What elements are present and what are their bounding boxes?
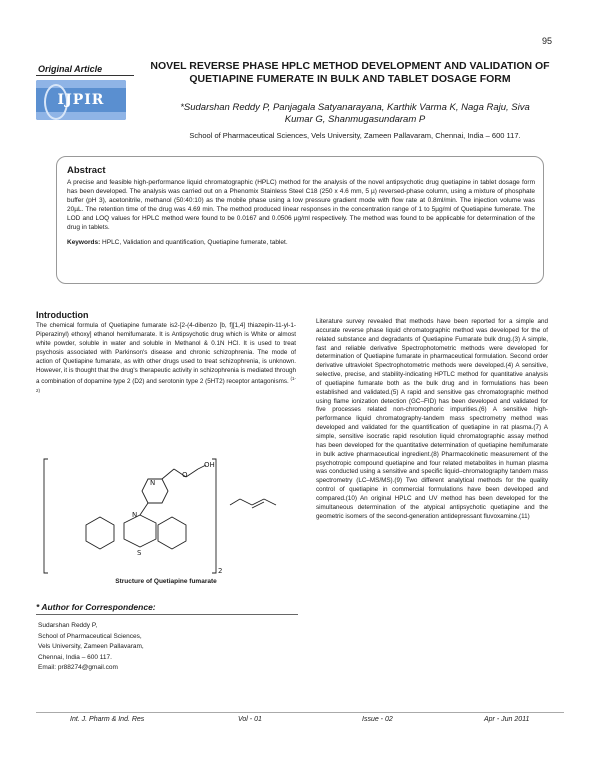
corr-line-2: Vels University, Zameen Pallavaram, — [38, 643, 144, 650]
side-chain-3 — [186, 469, 198, 477]
corr-line-3: Chennai, India – 600 117. — [38, 653, 112, 661]
keywords-list: HPLC, Validation and quantification, Quetiapine fumerate, tablet. — [100, 239, 288, 246]
footer-volume: Vol - 01 — [238, 716, 262, 723]
fumarate-bond-4 — [264, 499, 276, 505]
fumarate-double — [252, 502, 264, 508]
corr-line-0: Sudarshan Reddy P, — [38, 622, 98, 629]
abstract-box — [56, 156, 544, 284]
fumarate-bond-2 — [240, 499, 252, 505]
fumarate-bond-3 — [252, 499, 264, 505]
correspondence-address — [38, 621, 144, 674]
abstract-heading: Abstract — [67, 165, 106, 176]
label-sub2: 2 — [218, 567, 223, 575]
corr-line-1: School of Pharmaceutical Sciences, — [38, 632, 142, 640]
benzene-left — [86, 517, 114, 549]
keywords — [67, 238, 535, 247]
article-type-label: Original Article — [36, 64, 134, 76]
label-s: S — [137, 549, 142, 557]
keywords-label: Keywords: — [67, 239, 101, 246]
fumarate-bond-1 — [230, 499, 240, 505]
label-o: O — [182, 471, 188, 479]
corr-email: Email: pr88274@gmail.com — [38, 664, 118, 671]
intro-heading: Introduction — [36, 310, 89, 320]
structure-caption: Structure of Quetiapine fumarate — [115, 578, 217, 585]
right-column-text: Literature survey revealed that methods have been reported for a simple and accurate reverse phase liquid chromatographic method was developed for the of related substance and degradants of Quetiapine Fumarate bulk drug.(3) A simple, fast and reliable derivative Spectrophotometric methods were developed for determination of Quetiapine fumarate in pharmaceutical formulation. Second order derivative ultraviolet Spectrophotometric methods were developed.(4) A sensitive, selective, precise, and stability-indicating HPTLC method for quantitative analysis of quetiapine fumarate both as the bulk drug and in formulations has been established and validated.(5) A rapid and sensitive gas chromatographic method using flame ionization detection (GC–FID) has been developed and validated for five processes related non-chromophoric impurities.(6) A sensitive high-performance liquid chromatography-tandem mass spectrometry method was developed and validated for the quantification of quetiapine in rat plasma.(7) A simple, sensitive isocratic rapid resolution liquid chromatographic assay method has been developed for the quantitative determination of quetiapine hemifumarate in bulk active pharmaceutical ingredient.(8) Pharmacokinetic measurement of the psychotropic compound quetiapine and four related metabolites in human plasma was conducted using a sensitive and specific liquid–chromatography tandem mass spectrometry (LC–MS/MS).(9) Two different analytical methods for the quality control of quetiapine in commercial formulations have been developed and compared.(10) An original HPLC and UV method has been developed for the simultaneous determination of the atypical antipsychotic quetiapine and the geometric isomers of the second-generation antidepressant fluvoxamine.(11) — [316, 318, 548, 520]
benzene-right — [158, 517, 186, 549]
intro-body: The chemical formula of Quetiapine fumarate is2-[2-(4-dibenzo [b, f][1,4] thiazepin-11-yl-1-Piperazinyl) ethoxy] ethanol hemifumarate. It is Antipsychotic drug which is White or almost white powder, soluble in water and soluble in Methanol & 0.1N HCl. It is used to treat psychosis associated with Parkinson's disease and chronic schizophrenia. The mode of action of Quetiapine fumarate, as with other drugs used to treat schizophrenia, is unknown. However, it is thought that the drug's therapeutic activity in schizophrenia is mediated through a combination of dopamine type 2 (D2) and serotonin type 2 (5HT2) receptor antagonisms. — [36, 322, 296, 386]
label-n-ring: N — [132, 511, 138, 519]
intro-ref: (1-2) — [36, 376, 297, 394]
side-chain-1 — [162, 469, 174, 479]
bracket-right — [212, 459, 216, 573]
bracket-left — [44, 459, 48, 573]
thiazepine-ring — [124, 515, 156, 547]
abstract-text: A precise and feasible high-performance liquid chromatographic (HPLC) method for the analysis of the novel antipsychotic drug quetiapine in tablet dosage form has been developed. The analysis was carried out on a Phenomix Stainless Steel C18 (250 x 4.6 mm, 5 µ) reversed-phase column, using a mixture of phosphate buffer (pH 3), acetonitrile, methanol (50:40:10) as the mobile phase using a low pressure gradient mode with flow rate at 0.8ml/min. The injection volume was 20µL. The retention time of the drug was 4.69 min. The method produced linear responses in the concentration range of 1 to 5µg/ml of Quetiapine fumerate. The LOD and LOQ values for HPLC method were found to be 0.0167 and 0.0506 µg/ml respectively. The method was found to be applicable for determination of the drug in tablets. — [67, 179, 535, 231]
page-number: 95 — [541, 36, 552, 46]
affiliation: School of Pharmaceutical Sciences, Vels University, Zameen Pallavaram, Chennai, India – 600 117. — [189, 131, 521, 140]
footer-divider — [36, 712, 564, 713]
author-list: *Sudarshan Reddy P, Panjagala Satyanarayana, Karthik Varma K, Naga Raju, Siva Kumar G, Shanmugasundaram P — [180, 102, 530, 125]
logo-text: IJPIR — [57, 92, 105, 108]
n-link — [140, 503, 148, 515]
intro-text — [36, 322, 296, 399]
footer-date: Apr - Jun 2011 — [484, 716, 530, 723]
correspondence-heading: * Author for Correspondence: — [36, 602, 156, 612]
paper-title: NOVEL REVERSE PHASE HPLC METHOD DEVELOPMENT AND VALIDATION OF QUETIAPINE FUMERATE IN BULK AND TABLET DOSAGE FORM — [150, 60, 550, 85]
footer-journal: Int. J. Pharm & Ind. Res — [70, 716, 145, 723]
footer-issue: Issue - 02 — [362, 716, 393, 723]
correspondence-divider — [36, 614, 298, 615]
quetiapine-structure-figure — [40, 455, 300, 580]
label-n-top: N — [150, 479, 156, 487]
journal-logo — [36, 80, 126, 120]
label-oh: OH — [204, 461, 215, 469]
